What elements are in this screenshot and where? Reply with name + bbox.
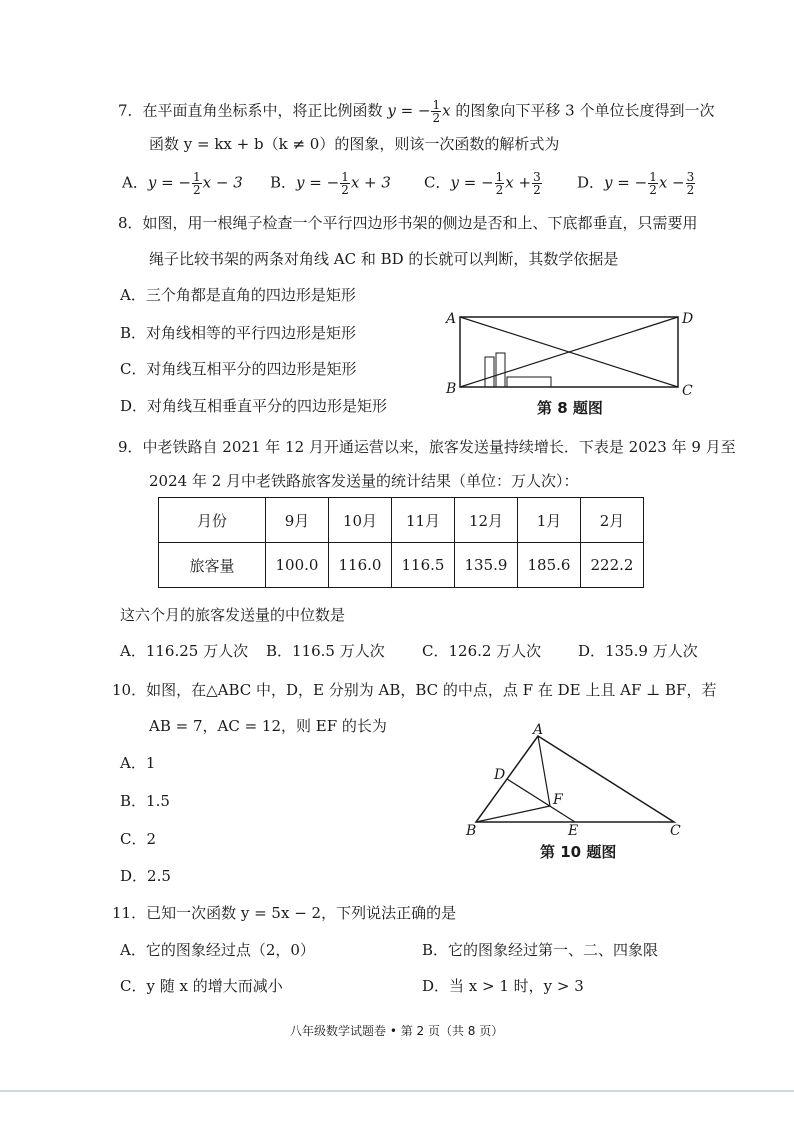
q10-option-d[interactable]: D．2.5 bbox=[120, 867, 171, 885]
q9-line2: 2024 年 2 月中老铁路旅客发送量的统计结果（单位：万人次）： bbox=[149, 472, 579, 490]
q7-text: 7．在平面直角坐标系中，将正比例函数 bbox=[118, 101, 388, 120]
table-cell: 135.9 bbox=[455, 543, 518, 588]
q8-option-b[interactable]: B．对角线相等的平行四边形是矩形 bbox=[120, 324, 357, 342]
option-label: A． bbox=[122, 173, 148, 192]
q9-line1: 9．中老铁路自 2021 年 12 月开通运营以来，旅客发送量持续增长．下表是 2023 年 9 月至 bbox=[118, 438, 736, 456]
table-row bbox=[159, 543, 644, 588]
q9-option-c[interactable]: C．126.2 万人次 bbox=[422, 642, 542, 660]
frac-den: 2 bbox=[686, 183, 695, 197]
q8-figure bbox=[440, 305, 700, 405]
table-cell: 2月 bbox=[581, 498, 644, 543]
option-expr-tail: x + bbox=[505, 173, 532, 192]
option-label: C． bbox=[424, 173, 451, 192]
q10-figure bbox=[462, 722, 692, 842]
option-fraction bbox=[648, 171, 658, 196]
q11-option-d[interactable]: D．当 x > 1 时，y > 3 bbox=[422, 977, 584, 995]
q7-frac-den: 2 bbox=[432, 111, 441, 125]
option-label: D． bbox=[577, 173, 605, 192]
option-expr: y = − bbox=[296, 173, 340, 192]
q7-fraction bbox=[431, 99, 441, 124]
option-fraction-2 bbox=[532, 171, 542, 196]
q10-line1: 10．如图，在△ABC 中，D，E 分别为 AB，BC 的中点，点 F 在 DE 上且 AF ⊥ BF，若 bbox=[112, 681, 717, 699]
option-fraction bbox=[340, 171, 350, 196]
table-cell: 9月 bbox=[266, 498, 329, 543]
table-cell: 222.2 bbox=[581, 543, 644, 588]
table-cell: 旅客量 bbox=[159, 543, 266, 588]
q11-option-b[interactable]: B．它的图象经过第一、二、四象限 bbox=[422, 941, 659, 959]
frac-num: 3 bbox=[686, 170, 695, 184]
q9-option-d[interactable]: D．135.9 万人次 bbox=[578, 642, 698, 660]
option-fraction bbox=[192, 171, 202, 196]
frac-den: 2 bbox=[533, 183, 541, 197]
frac-num: 1 bbox=[193, 170, 201, 184]
frac-den: 2 bbox=[193, 183, 201, 197]
segment-de bbox=[507, 779, 575, 822]
segment-bf bbox=[476, 806, 550, 822]
q11-line1: 11．已知一次函数 y = 5x − 2，下列说法正确的是 bbox=[112, 904, 457, 922]
q8-option-a[interactable]: A．三个角都是直角的四边形是矩形 bbox=[120, 286, 356, 304]
label-b: B bbox=[466, 823, 477, 839]
q8-line2: 绳子比较书架的两条对角线 AC 和 BD 的长就可以判断，其数学依据是 bbox=[149, 250, 619, 268]
q8-caption: 第 8 题图 bbox=[537, 399, 603, 417]
label-b: B bbox=[446, 381, 457, 397]
table-cell: 10月 bbox=[329, 498, 392, 543]
frac-num: 1 bbox=[495, 170, 504, 184]
label-e: E bbox=[568, 823, 579, 839]
frac-num: 1 bbox=[341, 170, 349, 184]
table-cell: 11月 bbox=[392, 498, 455, 543]
q8-line1: 8．如图，用一根绳子检查一个平行四边形书架的侧边是否和上、下底都垂直，只需要用 bbox=[118, 214, 698, 232]
option-expr-tail: x − 3 bbox=[202, 173, 243, 192]
frac-num: 3 bbox=[533, 170, 541, 184]
q10-option-b[interactable]: B．1.5 bbox=[120, 792, 170, 810]
q9-option-a[interactable]: A．116.25 万人次 bbox=[120, 642, 249, 660]
label-d: D bbox=[682, 311, 694, 327]
book-2 bbox=[496, 353, 505, 387]
table-cell: 185.6 bbox=[518, 543, 581, 588]
q9-question: 这六个月的旅客发送量的中位数是 bbox=[120, 606, 346, 624]
q9-table bbox=[158, 497, 644, 588]
frac-den: 2 bbox=[649, 183, 657, 197]
q8-option-d[interactable]: D．对角线互相垂直平分的四边形是矩形 bbox=[120, 397, 388, 415]
q7-option-b[interactable] bbox=[270, 171, 391, 196]
label-c: C bbox=[682, 383, 693, 399]
option-label: B． bbox=[270, 173, 297, 192]
option-fraction bbox=[495, 171, 505, 196]
option-expr-tail: x − bbox=[658, 173, 685, 192]
triangle-abc bbox=[476, 736, 674, 822]
q11-option-c[interactable]: C．y 随 x 的增大而减小 bbox=[120, 977, 283, 995]
label-c: C bbox=[670, 823, 681, 839]
table-cell: 100.0 bbox=[266, 543, 329, 588]
option-expr: y = − bbox=[450, 173, 494, 192]
q7-option-c[interactable] bbox=[424, 171, 543, 196]
q7-option-d[interactable] bbox=[577, 171, 696, 196]
q7-expr: y = − bbox=[387, 101, 431, 120]
table-row bbox=[159, 498, 644, 543]
option-expr: y = − bbox=[604, 173, 648, 192]
q7-line2: 函数 y = kx + b（k ≠ 0）的图象，则该一次函数的解析式为 bbox=[149, 135, 560, 153]
q10-option-c[interactable]: C．2 bbox=[120, 830, 157, 848]
q7-frac-num: 1 bbox=[432, 98, 441, 112]
q11-option-a[interactable]: A．它的图象经过点（2，0） bbox=[120, 941, 315, 959]
q10-option-a[interactable]: A．1 bbox=[120, 754, 156, 772]
table-cell: 116.5 bbox=[392, 543, 455, 588]
label-a: A bbox=[446, 311, 457, 327]
option-expr: y = − bbox=[147, 173, 191, 192]
q7-expr-x: x bbox=[442, 101, 451, 120]
frac-den: 2 bbox=[341, 183, 349, 197]
q9-option-b[interactable]: B．116.5 万人次 bbox=[266, 642, 385, 660]
label-d: D bbox=[494, 767, 506, 783]
q8-option-c[interactable]: C．对角线互相平分的四边形是矩形 bbox=[120, 360, 357, 378]
q7-option-a[interactable] bbox=[122, 171, 243, 196]
table-cell: 月份 bbox=[159, 498, 266, 543]
q10-caption: 第 10 题图 bbox=[540, 843, 617, 861]
book-3 bbox=[507, 377, 551, 387]
option-expr-tail: x + 3 bbox=[350, 173, 391, 192]
label-f: F bbox=[553, 792, 563, 808]
table-cell: 116.0 bbox=[329, 543, 392, 588]
option-fraction-2 bbox=[686, 171, 696, 196]
table-cell: 12月 bbox=[455, 498, 518, 543]
q7-line1 bbox=[118, 99, 714, 124]
q10-line2: AB = 7，AC = 12，则 EF 的长为 bbox=[149, 717, 387, 735]
frac-den: 2 bbox=[495, 183, 504, 197]
segment-af bbox=[538, 736, 550, 806]
q7-text-tail: 的图象向下平移 3 个单位长度得到一次 bbox=[450, 101, 715, 120]
label-a: A bbox=[533, 722, 544, 738]
table-cell: 1月 bbox=[518, 498, 581, 543]
frac-num: 1 bbox=[649, 170, 657, 184]
page-footer: 八年级数学试题卷 • 第 2 页（共 8 页） bbox=[290, 1024, 504, 1038]
book-1 bbox=[485, 357, 494, 387]
bottom-divider bbox=[0, 1090, 794, 1092]
